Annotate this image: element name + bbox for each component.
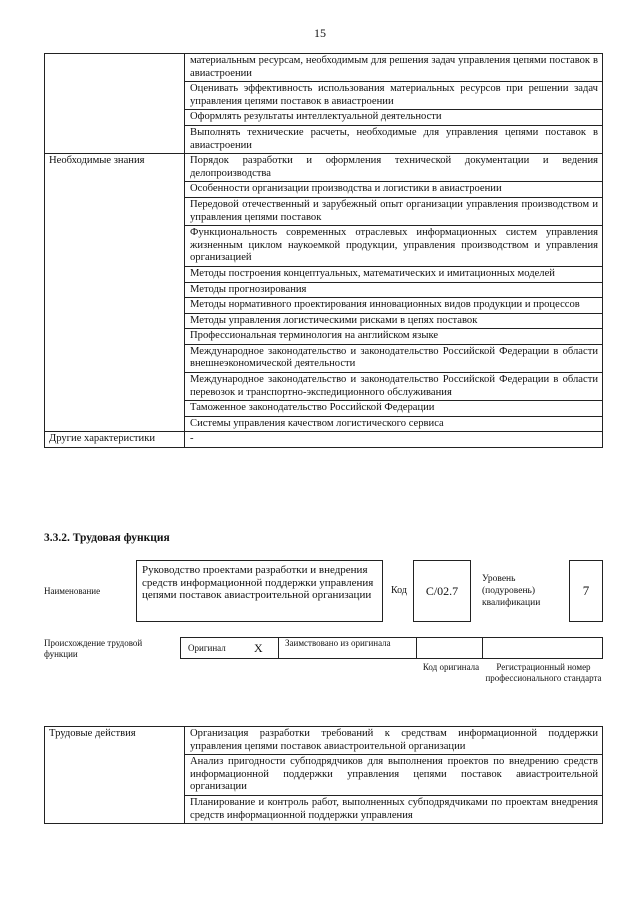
other-label: Другие характеристики [45,432,185,448]
table-row [45,432,603,448]
code-label: Код [391,585,407,596]
knowledge-item: Функциональность современных отраслевых информационных систем управления жизненным циклом наукоемкой продукции, управления производством и управления организацией [185,226,603,267]
knowledge-item: Методы прогнозирования [185,282,603,298]
skill-item: Оценивать эффективность использования материальных ресурсов при решении задач управления цепями поставок в авиастроении [185,82,603,110]
knowledge-label: Необходимые знания [45,154,185,432]
action-item: Организация разработки требований к средствам информационной поддержки управления цепями поставок авиастроительной организации [185,727,603,755]
code-original-caption: Код оригинала [422,662,480,672]
reg-number-caption: Регистрационный номер профессионального стандарта [485,662,602,683]
knowledge-item: Особенности организации производства и логистики в авиастроении [185,182,603,198]
origin-row [180,637,603,659]
name-label: Наименование [44,586,101,596]
code-original-cell [417,638,483,658]
empty-label-cell [45,54,185,154]
knowledge-item: Методы нормативного проектирования инновационных видов продукции и процессов [185,298,603,314]
actions-table [44,726,603,824]
original-mark: X [254,641,263,655]
function-name-box: Руководство проектами разработки и внедрения средств информационной поддержки управления цепями поставок авиастроительной организации [136,560,383,622]
actions-label: Трудовые действия [45,727,185,824]
origin-label: Происхождение трудовой функции [44,638,143,659]
knowledge-item: Порядок разработки и оформления технической документации и ведения делопроизводства [185,154,603,182]
section-title: 3.3.2. Трудовая функция [44,532,170,544]
table-row [45,54,603,82]
knowledge-item: Профессиональная терминология на английском языке [185,329,603,345]
code-value-box: С/02.7 [413,560,471,622]
action-item: Анализ пригодности субподрядчиков для выполнения проектов по внедрению средств информационной поддержки управления цепями поставок авиастроительной организации [185,755,603,796]
knowledge-item: Передовой отечественный и зарубежный опыт организации управления производством и управления цепями поставок [185,197,603,225]
reg-number-cell [483,638,602,658]
level-value-box: 7 [569,560,603,622]
knowledge-item: Системы управления качеством логистического сервиса [185,416,603,432]
skill-item: Выполнять технические расчеты, необходимые для управления цепями поставок в авиастроении [185,125,603,153]
borrowed-cell [279,638,417,658]
knowledge-item: Методы управления логистическими рисками в цепях поставок [185,313,603,329]
skill-item: Оформлять результаты интеллектуальной деятельности [185,110,603,126]
skill-item: материальным ресурсам, необходимым для решения задач управления цепями поставок в авиастроении [185,54,603,82]
table-row [45,154,603,182]
original-cell [181,638,279,658]
table-row [45,727,603,755]
knowledge-item: Методы построения концептуальных, математических и имитационных моделей [185,266,603,282]
page-number: 15 [314,26,326,40]
original-label: Оригинал [188,643,226,653]
action-item: Планирование и контроль работ, выполненных субподрядчиками по проектам внедрения средств информационной поддержки управления [185,795,603,823]
knowledge-item: Таможенное законодательство Российской Федерации [185,401,603,417]
borrowed-label: Заимствовано из оригинала [285,638,391,648]
knowledge-item: Международное законодательство и законодательство Российской Федерации в области перевозок и транспортно-экспедиционного обслуживания [185,373,603,401]
level-label: Уровень (подуровень) квалификации [482,574,541,608]
knowledge-item: Международное законодательство и законодательство Российской Федерации в области внешнеэкономической деятельности [185,344,603,372]
knowledge-table [44,53,603,448]
other-value: - [185,432,603,448]
